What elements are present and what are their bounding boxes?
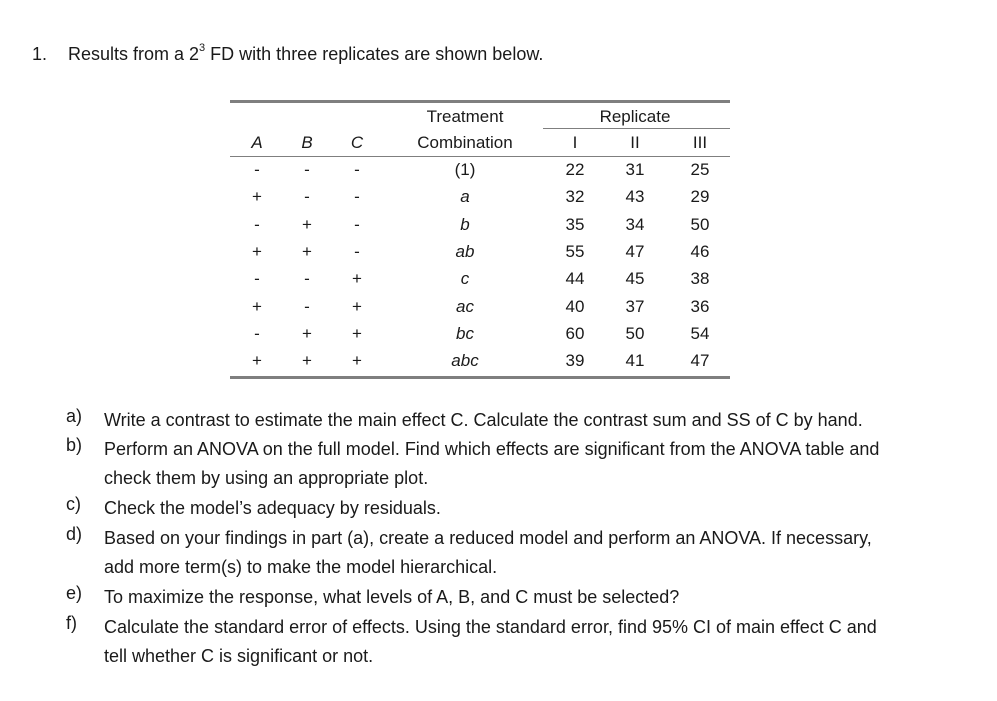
header-C: C (350, 133, 364, 152)
table-cell-T: c (460, 269, 470, 289)
part-text (104, 406, 944, 435)
table-cell-A: + (252, 296, 262, 316)
table-cell-r3: 38 (690, 269, 710, 289)
table-cell-B: + (302, 214, 312, 234)
table-cell-C: + (352, 351, 362, 371)
table-cell-C: - (354, 187, 360, 207)
table-cell-T: (1) (454, 160, 476, 179)
part-text (104, 613, 944, 671)
table-cell-A: - (254, 160, 260, 179)
part-line: add more term(s) to make the model hierarchical. (104, 557, 498, 577)
table-cell-A: + (252, 187, 262, 207)
table-cell-B: - (304, 187, 310, 207)
table-cell-r3: 46 (690, 241, 710, 261)
part-line: To maximize the response, what levels of A, B, and C must be selected? (104, 587, 680, 607)
part-text (104, 435, 944, 493)
table-bottom-rule (230, 376, 730, 379)
table-cell-r3: 25 (690, 160, 710, 179)
table-cell-B: - (304, 296, 310, 316)
table-cell-A: - (254, 323, 260, 343)
table-cell-r2: 43 (625, 187, 645, 207)
part-label: b) (66, 435, 83, 455)
table-cell-r1: 44 (565, 269, 585, 289)
part-label: e) (66, 583, 83, 603)
table-cell-B: + (302, 323, 312, 343)
superscript-exponent: 3 (199, 42, 206, 54)
table-cell-A: + (252, 351, 262, 371)
table-cell-r1: 40 (565, 296, 585, 316)
table-cell-r1: 60 (565, 323, 585, 343)
table-cell-A: - (254, 269, 260, 289)
table-cell-r1: 35 (565, 214, 585, 234)
part-line: check them by using an appropriate plot. (104, 468, 429, 488)
table-cell-T: b (460, 214, 470, 234)
table-cell-B: + (302, 351, 312, 371)
replicate-rule (543, 128, 730, 129)
header-rule (230, 156, 730, 157)
part-line: tell whether C is significant or not. (104, 646, 374, 666)
part-line: Perform an ANOVA on the full model. Find which effects are significant from the ANOVA table and (104, 439, 880, 459)
header-combination: Combination (417, 133, 513, 152)
table-cell-r3: 50 (690, 214, 710, 234)
part-line: Calculate the standard error of effects. Using the standard error, find 95% CI of main effect C and (104, 617, 877, 637)
table-cell-r3: 47 (690, 351, 710, 371)
table-top-rule (230, 100, 730, 103)
part-line: Based on your findings in part (a), create a reduced model and perform an ANOVA. If necessary, (104, 528, 872, 548)
table-cell-C: - (354, 214, 360, 234)
question-text: Results from a $2^3$ FD with three replicates are shown below. (68, 42, 544, 64)
header-rep3: III (692, 133, 708, 152)
table-cell-r1: 32 (565, 187, 585, 207)
table-cell-T: bc (456, 323, 474, 343)
part-label: f) (66, 613, 77, 633)
table-cell-r3: 54 (690, 323, 710, 343)
part-text (104, 524, 944, 582)
table-cell-r1: 55 (565, 241, 585, 261)
table-cell-r2: 31 (625, 160, 645, 179)
part-label: a) (66, 406, 83, 426)
part-label: c) (66, 494, 81, 514)
table-cell-T: a (460, 187, 470, 207)
table-cell-r1: 39 (565, 351, 585, 371)
table-cell-C: + (352, 323, 362, 343)
header-A: A (251, 133, 263, 152)
header-replicate: Replicate (599, 107, 671, 126)
table-cell-r2: 45 (625, 269, 645, 289)
table-cell-r2: 34 (625, 214, 645, 234)
table-cell-B: - (304, 160, 310, 179)
table-cell-C: + (352, 269, 362, 289)
part-line: Write a contrast to estimate the main effect C. Calculate the contrast sum and SS of C by hand. (104, 410, 863, 430)
design-table (230, 100, 730, 378)
table-cell-r2: 41 (625, 351, 645, 371)
table-cell-T: abc (451, 351, 479, 371)
header-rep2: II (630, 133, 640, 152)
header-rep1: I (572, 133, 578, 152)
part-text (104, 494, 944, 523)
question-number: 1. (32, 44, 48, 64)
table-cell-B: + (302, 241, 312, 261)
table-cell-A: - (254, 214, 260, 234)
table-cell-C: + (352, 296, 362, 316)
table-cell-C: - (354, 160, 360, 179)
table-cell-T: ac (456, 296, 474, 316)
header-treatment: Treatment (426, 107, 504, 126)
table-cell-r2: 47 (625, 241, 645, 261)
part-line: Check the model’s adequacy by residuals. (104, 498, 441, 518)
table-cell-r3: 36 (690, 296, 710, 316)
table-cell-B: - (304, 269, 310, 289)
table-cell-r3: 29 (690, 187, 710, 207)
table-cell-r2: 37 (625, 296, 645, 316)
part-text (104, 583, 944, 612)
table-cell-r2: 50 (625, 323, 645, 343)
table-cell-C: - (354, 241, 360, 261)
header-B: B (301, 133, 313, 152)
table-cell-A: + (252, 241, 262, 261)
table-cell-T: ab (455, 241, 475, 261)
table-cell-r1: 22 (565, 160, 585, 179)
part-label: d) (66, 524, 83, 544)
